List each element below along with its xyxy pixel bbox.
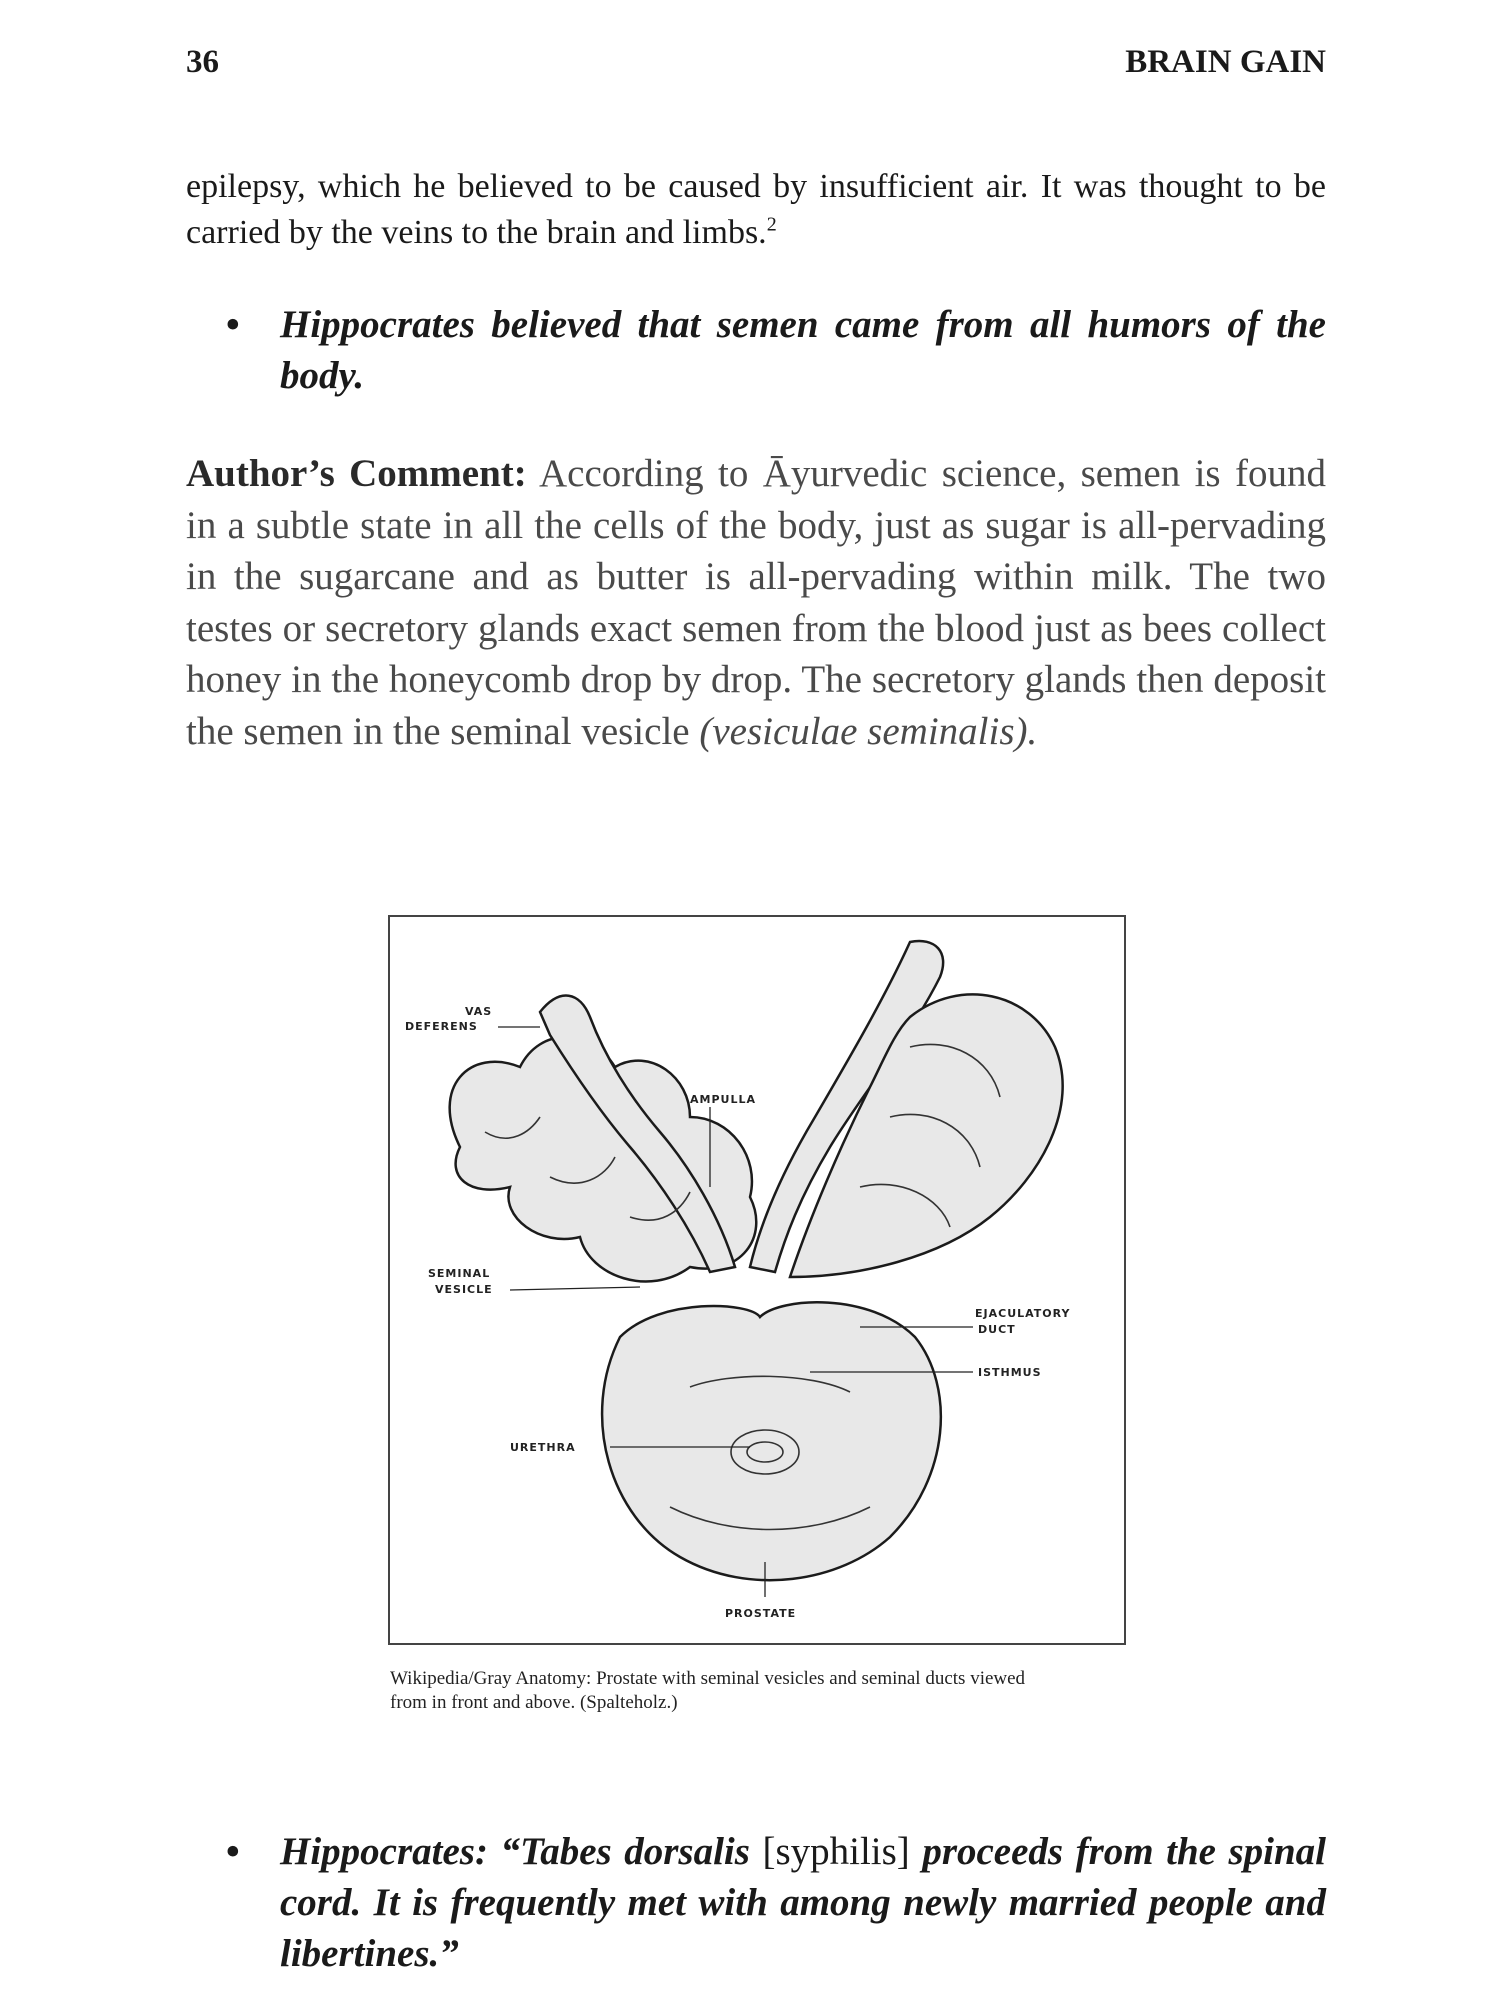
label-deferens: DEFERENS: [405, 1020, 478, 1033]
author-comment: [186, 448, 1326, 757]
intro-paragraph: [186, 164, 1326, 256]
bullet-tabes-dorsalis: [226, 1826, 1327, 1979]
label-seminal: SEMINAL: [428, 1267, 491, 1280]
prostate-gland: [602, 1302, 941, 1580]
label-duct: DUCT: [978, 1323, 1016, 1336]
label-vas: VAS: [465, 1005, 493, 1018]
caption-line-1: Wikipedia/Gray Anatomy: Prostate with seminal vesicles and seminal ducts viewed: [390, 1668, 1026, 1689]
label-urethra: URETHRA: [510, 1441, 576, 1454]
label-ampulla: AMPULLA: [690, 1093, 756, 1106]
bullet-dot: •: [226, 1830, 240, 1873]
caption-line-2: from in front and above. (Spalteholz.): [390, 1692, 678, 1713]
anatomy-figure: [388, 915, 1126, 1645]
bullet2-bracket: [syphilis]: [762, 1830, 910, 1873]
intro-text: epilepsy, which he believed to be caused by insufficient air. It was thought to be carried by the veins to the brain and limbs.: [186, 168, 1326, 251]
latin-term: (vesiculae seminalis).: [699, 709, 1038, 753]
author-comment-text: According to Āyurvedic science, semen is found in a subtle state in all the cells of the body, just as sugar is all-pervading in the sugarcane and as butter is all-pervading within milk. The two testes or secretory glands exact semen from the blood just as bees collect honey in the honeycomb drop by drop. The secretory glands then deposit the semen in the seminal vesicle: [186, 452, 1326, 753]
prostate-illustration: [390, 917, 1124, 1643]
label-vesicle: VESICLE: [435, 1283, 493, 1296]
book-title: BRAIN GAIN: [1125, 44, 1326, 80]
bullet-hippocrates-semen: [226, 299, 1326, 401]
running-head: [186, 44, 1326, 94]
figure-caption: [390, 1667, 1130, 1715]
footnote-ref: 2: [766, 213, 777, 236]
page-number: 36: [186, 44, 219, 80]
author-comment-label: Author’s Comment:: [186, 452, 527, 495]
bullet-text: Hippocrates believed that semen came from all humors of the body.: [280, 303, 1326, 397]
bullet-dot: •: [226, 303, 240, 346]
bullet2-part1: Hippocrates: “Tabes dorsalis: [280, 1830, 750, 1873]
bullet-text: [280, 1826, 1326, 1979]
label-prostate: PROSTATE: [725, 1607, 797, 1620]
bullet2-part2: proceeds from the spinal cord. It is frequently met with among newly married people and libertines.”: [280, 1830, 1327, 1975]
label-ejaculatory: EJACULATORY: [975, 1307, 1071, 1320]
label-isthmus: ISTHMUS: [978, 1366, 1042, 1379]
